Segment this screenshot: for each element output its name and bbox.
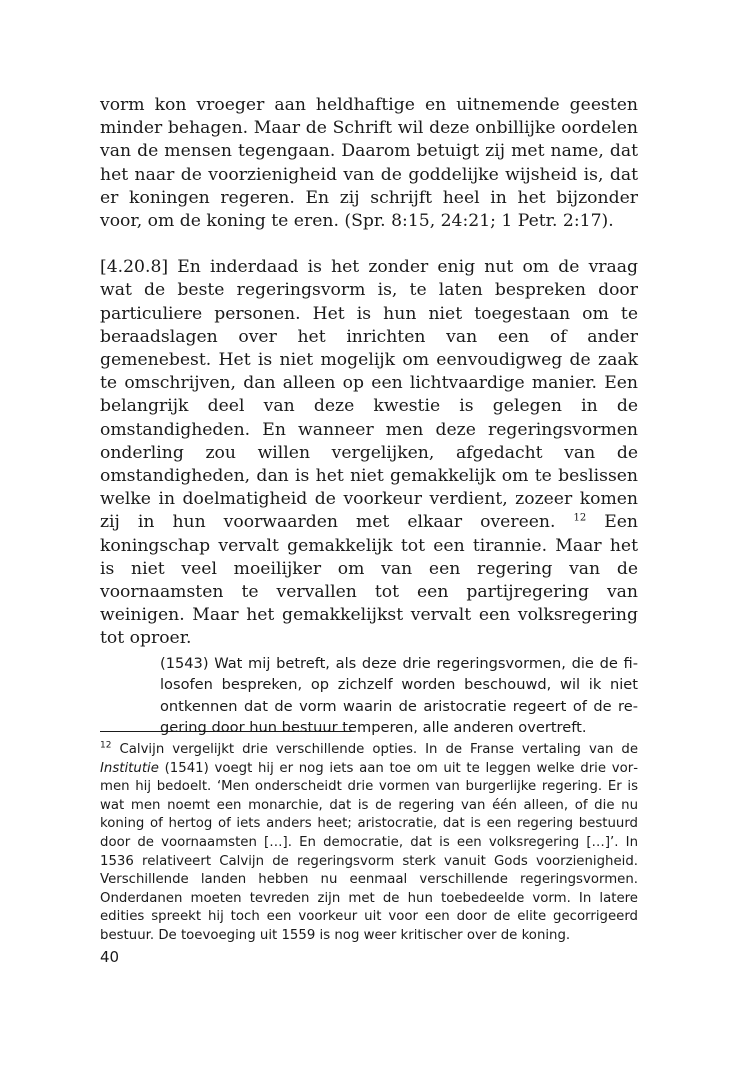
page-number: 40 xyxy=(100,948,120,966)
paragraph-2 xyxy=(100,256,638,650)
block-quote-text: (1543) Wat mij betreft, als deze drie regeringsvormen, die de filosofen bespreken, op zichzelf worden beschouwd, wil ik niet ontkennen dat de vorm waarin de aristocratie regeert of de regering door hun bestuur temperen, alle anderen overtreft. xyxy=(160,654,638,737)
footnote-text-a: Calvijn vergelijkt drie verschillende opties. In de Franse vertaling van de xyxy=(119,742,639,757)
paragraph-2-text-b: Een koningschap vervalt gemakkelijk tot een tirannie. Maar het is niet veel moeilijker om van een regering van de voornaamsten te vervallen tot een partijregering van weinigen. Maar het gemakkelijkst vervalt een volksregering tot oproer. xyxy=(100,512,639,649)
footnote-text-b: (1541) voegt hij er nog iets aan toe om uit te leggen welke drie vormen hij bedoelt. ‘Men onderscheidt drie vormen van burgerlijke regering. Er is wat men noemt een monarchie, dat is de regering van één alleen, of die nu koning of hertog of iets anders heet; aristocratie, dat is een regering bestuurd door de voornaamsten […]. En democratie, dat is een volksregering […]’. In 1536 relativeert Calvijn de regeringsvorm sterk vanuit Gods voorzienigheid. Verschillende landen hebben nu eenmaal verschillende regeringsvormen. Onderdanen moeten tevreden zijn met de hun toebedeelde vorm. In latere edities spreekt hij toch een voorkeur uit voor een door de elite gecorrigeerd bestuur. De toevoeging uit 1559 is nog weer kritischer over de koning. xyxy=(100,760,638,943)
block-quote xyxy=(160,653,638,739)
footnote-reference[interactable]: 12 xyxy=(573,512,587,524)
main-text xyxy=(100,94,638,739)
footnote xyxy=(100,741,638,946)
paragraph-1 xyxy=(100,94,638,233)
footnote-divider xyxy=(100,731,352,732)
paragraph-1-text: vorm kon vroeger aan heldhaftige en uitnemende geesten minder behagen. Maar de Schrift wil deze onbillijke oordelen van de mensen tegengaan. Daarom betuigt zij met name, dat het naar de voorzienigheid van de goddelijke wijsheid is, dat er koningen regeren. En zij schrijft heel in het bijzonder voor, om de koning te eren. (Spr. 8:15, 24:21; 1 Petr. 2:17). xyxy=(100,95,638,232)
footnote-number: 12 xyxy=(100,740,112,751)
footnote-title-italic: Institutie xyxy=(100,760,159,776)
paragraph-2-text-a: [4.20.8] En inderdaad is het zonder enig nut om de vraag wat de beste regeringsvorm is, te laten bespreken door particuliere personen. Het is hun niet toegestaan om te beraadslagen over het inrichten van een of ander gemenebest. Het is niet mogelijk om eenvoudigweg de zaak te omschrijven, dan alleen op een lichtvaardige manier. Een belangrijk deel van deze kwestie is gelegen in de omstandigheden. En wanneer men deze regeringsvormen onderling zou willen vergelijken, afgedacht van de omstandigheden, dan is het niet gemakkelijk om te beslissen welke in doelmatigheid de voorkeur verdient, zozeer komen zij in hun voorwaarden met elkaar overeen. xyxy=(100,257,638,533)
